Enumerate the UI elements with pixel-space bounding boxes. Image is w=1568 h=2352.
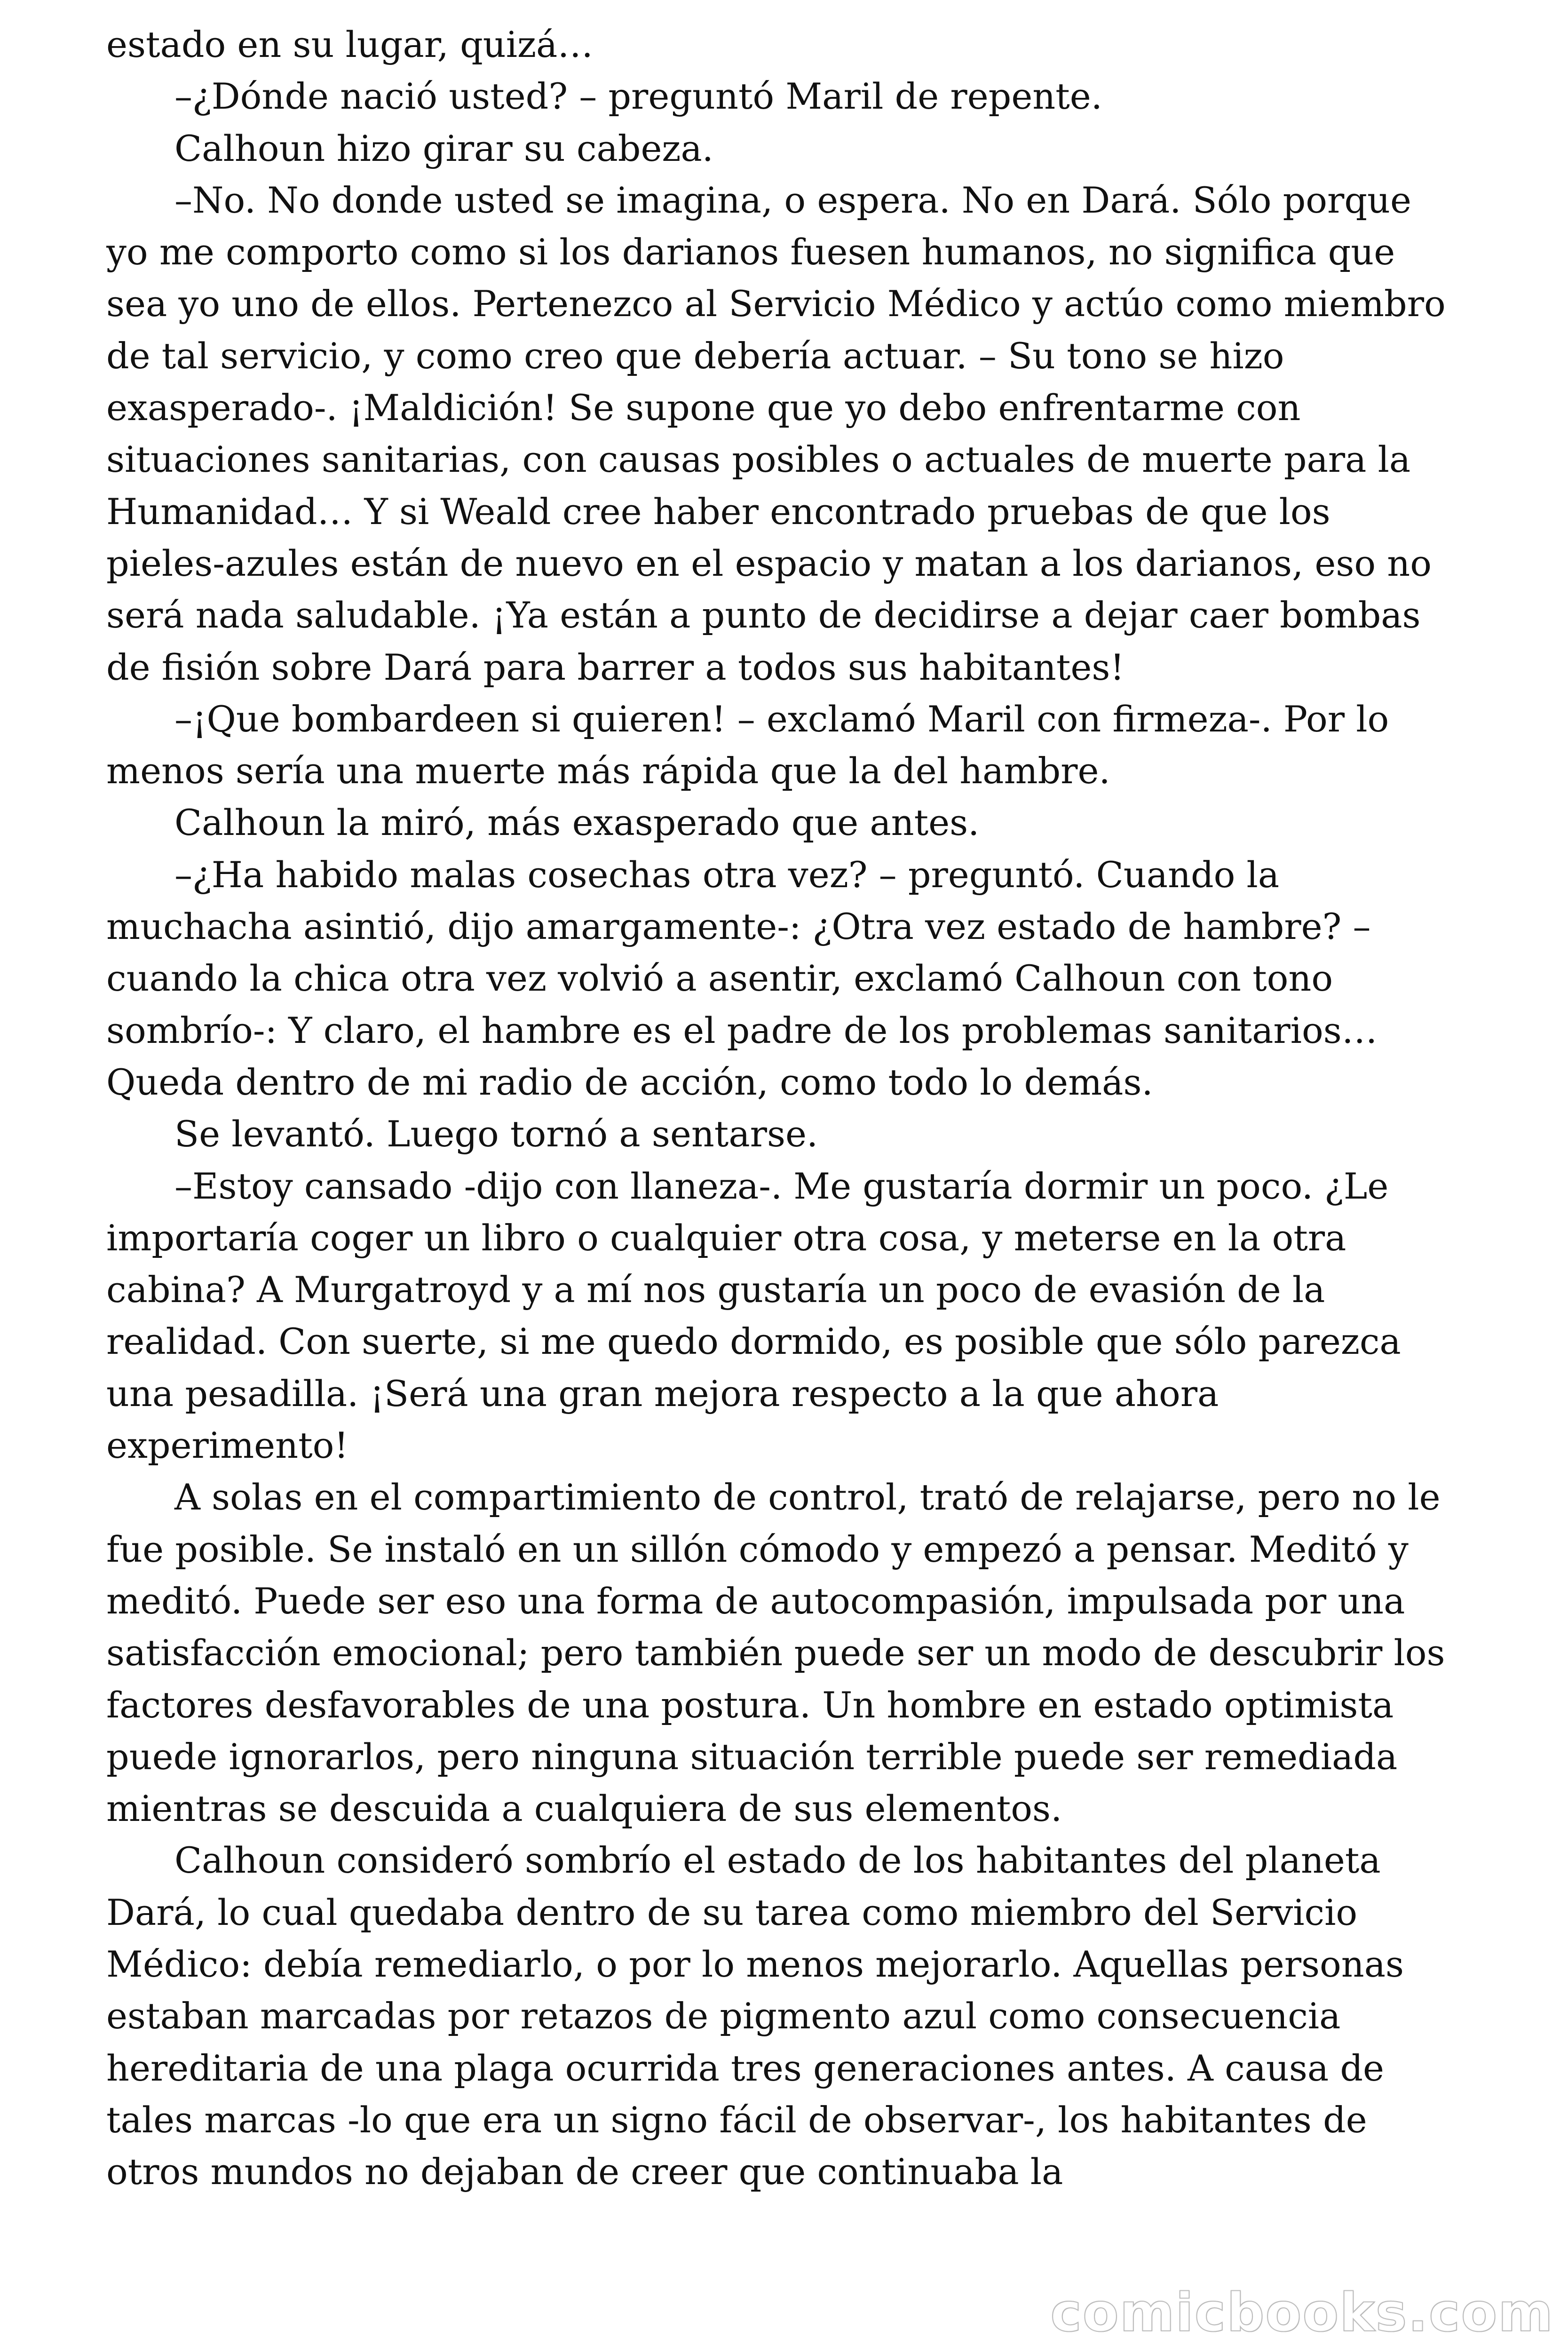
paragraph-4: –No. No donde usted se imagina, o espera. No en Dará. Sólo porque yo me comporto como si los darianos fuesen humanos, no significa que sea yo uno de ellos. Pertenezco al Servicio Médico y actúo como miembro de tal servicio, y como creo que debería actuar. – Su tono se hizo exasperado-. ¡Maldición! Se supone que yo debo enfrentarme con situaciones sanitarias, con causas posibles o actuales de muerte para la Humanidad… Y si Weald cree haber encontrado pruebas de que los pieles-azules están de nuevo en el espacio y matan a los darianos, eso no será nada saludable. ¡Ya están a punto de decidirse a dejar caer bombas de fisión sobre Dará para barrer a todos sus habitantes!	[106, 179, 1446, 688]
paragraph-3: Calhoun hizo girar su cabeza.	[174, 127, 713, 169]
paragraph-2: –¿Dónde nació usted? – preguntó Maril de repente.	[174, 75, 1102, 118]
paragraph-10: A solas en el compartimiento de control, trató de relajarse, pero no le fue posible. Se instaló en un sillón cómodo y empezó a pensar. Meditó y meditó. Puede ser eso una forma de autocompasión, impulsada por una satisfacción emocional; pero también puede ser un modo de descubrir los factores desfavorables de una postura. Un hombre en estado optimista puede ignorarlos, pero ninguna situación terrible puede ser remediada mientras se descuida a cualquiera de sus elementos.	[106, 1476, 1445, 1830]
book-page	[106, 19, 1459, 2305]
paragraph-7: –¿Ha habido malas cosechas otra vez? – preguntó. Cuando la muchacha asintió, dijo amargamente-: ¿Otra vez estado de hambre? – cuando la chica otra vez volvió a asentir, exclamó Calhoun con tono sombrío-: Y claro, el hambre es el padre de los problemas sanitarios… Queda dentro de mi radio de acción, como todo lo demás.	[106, 853, 1378, 1103]
paragraph-11: Calhoun consideró sombrío el estado de los habitantes del planeta Dará, lo cual quedaba dentro de su tarea como miembro del Servicio Médico: debía remediarlo, o por lo menos mejorarlo. Aquellas personas estaban marcadas por retazos de pigmento azul como consecuencia hereditaria de una plaga ocurrida tres generaciones antes. A causa de tales marcas -lo que era un signo fácil de observar-, los habitantes de otros mundos no dejaban de creer que continuaba la	[106, 1839, 1404, 2193]
paragraph-6: Calhoun la miró, más exasperado que antes.	[174, 802, 980, 844]
paragraph-8: Se levantó. Luego tornó a sentarse.	[174, 1113, 818, 1155]
paragraph-1: estado en su lugar, quizá…	[106, 24, 594, 65]
watermark-logo: comicbooks.com	[1050, 2282, 1554, 2344]
paragraph-9: –Estoy cansado -dijo con llaneza-. Me gustaría dormir un poco. ¿Le importaría coger un libro o cualquier otra cosa, y meterse en la otra cabina? A Murgatroyd y a mí nos gustaría un poco de evasión de la realidad. Con suerte, si me quedo dormido, es posible que sólo parezca una pesadilla. ¡Será una gran mejora respecto a la que ahora experimento!	[106, 1165, 1401, 1467]
page-body-text	[106, 19, 1459, 2198]
paragraph-5: –¡Que bombardeen si quieren! – exclamó Maril con firmeza-. Por lo menos sería una muerte más rápida que la del hambre.	[106, 698, 1389, 792]
